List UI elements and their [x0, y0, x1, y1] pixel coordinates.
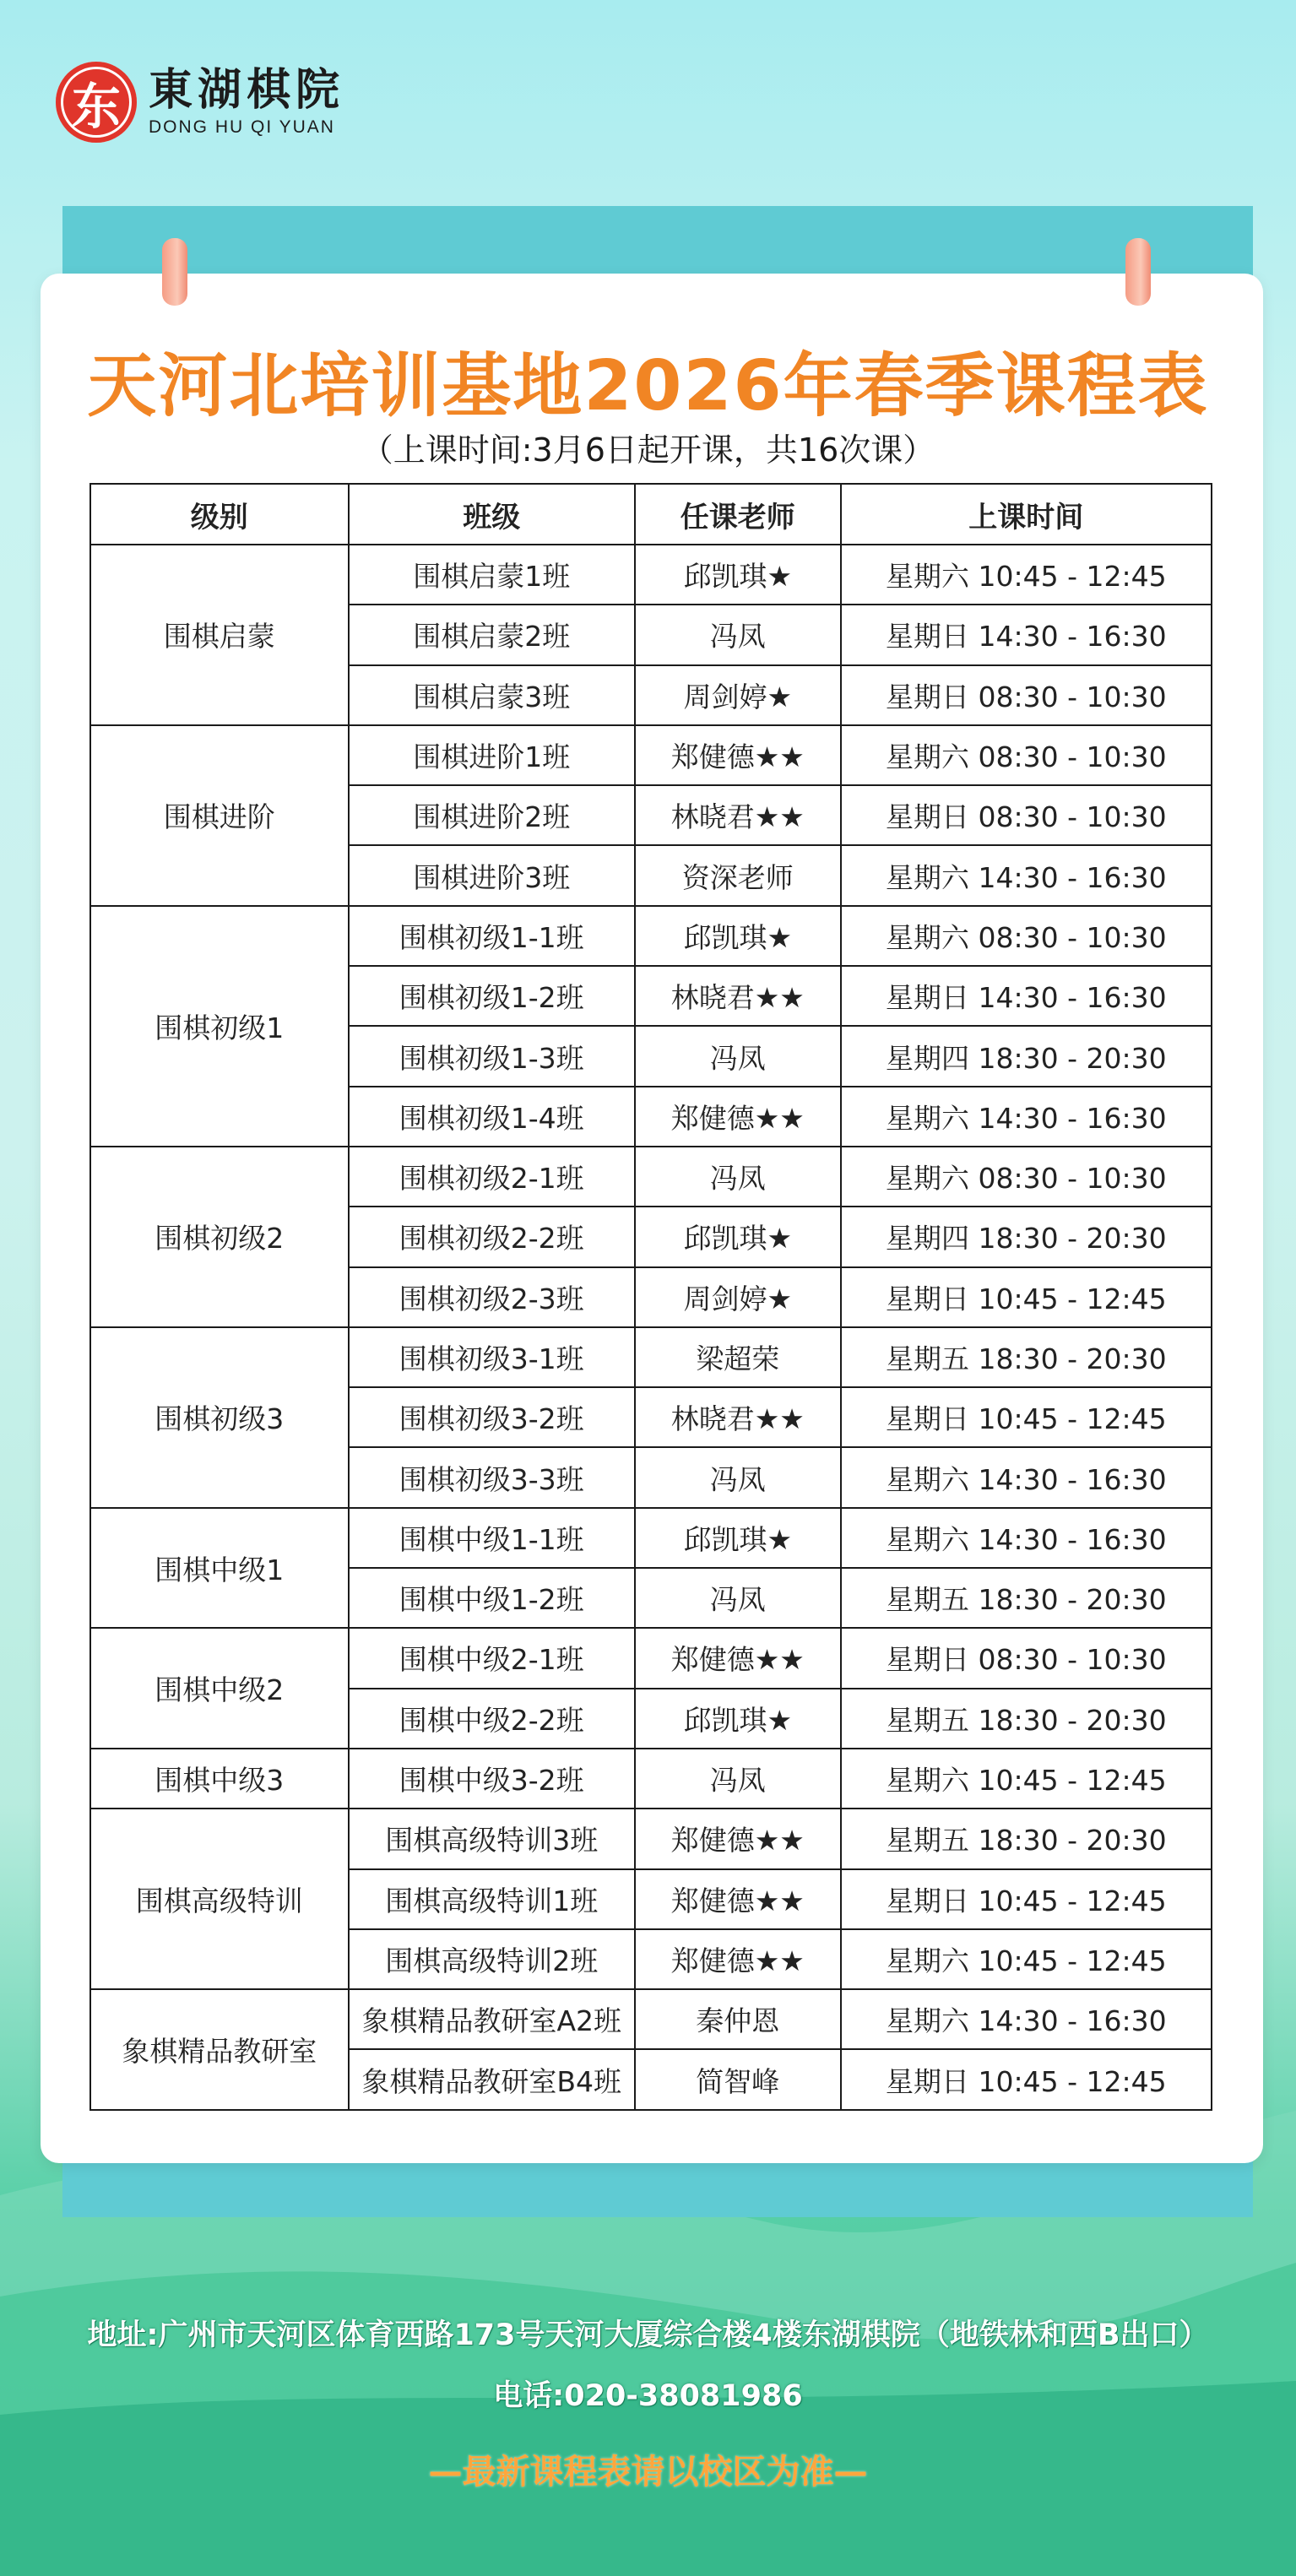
phone-text: 电话:020-38081986	[493, 2379, 803, 2413]
teacher-cell: 邱凯琪★	[635, 1508, 841, 1568]
table-row	[90, 1809, 1212, 1868]
class-cell: 围棋高级特训1班	[349, 1869, 635, 1929]
teacher-cell: 郑健德★★	[635, 1809, 841, 1868]
class-cell: 围棋启蒙2班	[349, 605, 635, 664]
time-cell: 星期六 14:30 - 16:30	[841, 1087, 1212, 1147]
time-cell: 星期六 14:30 - 16:30	[841, 1508, 1212, 1568]
class-cell: 围棋进阶3班	[349, 845, 635, 905]
table-row	[90, 1989, 1212, 2049]
level-cell: 围棋中级2	[90, 1628, 349, 1749]
page-subtitle: （上课时间:3月6日起开课，共16次课）	[361, 431, 935, 469]
level-cell: 围棋进阶	[90, 725, 349, 906]
class-cell: 围棋初级3-3班	[349, 1447, 635, 1507]
time-cell: 星期六 10:45 - 12:45	[841, 1929, 1212, 1989]
level-cell: 围棋高级特训	[90, 1809, 349, 1989]
teacher-cell: 邱凯琪★	[635, 1207, 841, 1266]
teacher-cell: 邱凯琪★	[635, 906, 841, 966]
class-cell: 围棋中级3-2班	[349, 1749, 635, 1809]
class-cell: 围棋初级3-2班	[349, 1387, 635, 1447]
teacher-cell: 冯凤	[635, 1749, 841, 1809]
right-pin-icon	[1125, 238, 1151, 306]
header-class: 班级	[349, 484, 635, 545]
time-cell: 星期六 10:45 - 12:45	[841, 1749, 1212, 1809]
level-cell: 象棋精品教研室	[90, 1989, 349, 2110]
class-cell: 围棋初级2-2班	[349, 1207, 635, 1266]
time-cell: 星期六 08:30 - 10:30	[841, 1147, 1212, 1207]
teacher-cell: 梁超荣	[635, 1327, 841, 1387]
teacher-cell: 邱凯琪★	[635, 1689, 841, 1749]
teacher-cell: 秦仲恩	[635, 1989, 841, 2049]
time-cell: 星期四 18:30 - 20:30	[841, 1026, 1212, 1086]
table-row	[90, 906, 1212, 966]
class-cell: 围棋初级1-2班	[349, 966, 635, 1026]
time-cell: 星期日 08:30 - 10:30	[841, 1628, 1212, 1688]
notice-text: —最新课程表请以校区为准—	[428, 2453, 868, 2492]
brand-name-en: DONG HU QI YUAN	[149, 117, 335, 137]
time-cell: 星期五 18:30 - 20:30	[841, 1568, 1212, 1628]
time-cell: 星期五 18:30 - 20:30	[841, 1809, 1212, 1868]
class-cell: 象棋精品教研室B4班	[349, 2049, 635, 2109]
class-cell: 围棋启蒙3班	[349, 665, 635, 725]
teacher-cell: 林晓君★★	[635, 785, 841, 845]
schedule-table	[89, 483, 1212, 2111]
time-cell: 星期日 10:45 - 12:45	[841, 1869, 1212, 1929]
time-cell: 星期日 10:45 - 12:45	[841, 2049, 1212, 2109]
table-header-row	[90, 484, 1212, 545]
class-cell: 围棋初级3-1班	[349, 1327, 635, 1387]
class-cell: 围棋中级2-2班	[349, 1689, 635, 1749]
teacher-cell: 周剑婷★	[635, 665, 841, 725]
brand-name-cn: 東湖棋院	[149, 64, 345, 116]
class-cell: 围棋初级1-4班	[349, 1087, 635, 1147]
time-cell: 星期六 08:30 - 10:30	[841, 906, 1212, 966]
time-cell: 星期日 14:30 - 16:30	[841, 605, 1212, 664]
class-cell: 围棋高级特训3班	[349, 1809, 635, 1868]
left-pin-icon	[162, 238, 187, 306]
class-cell: 围棋初级2-1班	[349, 1147, 635, 1207]
table-row	[90, 725, 1212, 785]
level-cell: 围棋启蒙	[90, 545, 349, 725]
class-cell: 围棋高级特训2班	[349, 1929, 635, 1989]
teacher-cell: 冯凤	[635, 1447, 841, 1507]
table-row	[90, 1147, 1212, 1207]
table-row	[90, 1327, 1212, 1387]
brand-text	[149, 65, 344, 139]
teacher-cell: 冯凤	[635, 605, 841, 664]
schedule-body	[90, 545, 1212, 2110]
time-cell: 星期六 10:45 - 12:45	[841, 545, 1212, 605]
class-cell: 围棋启蒙1班	[349, 545, 635, 605]
table-row	[90, 1749, 1212, 1809]
level-cell: 围棋中级1	[90, 1508, 349, 1629]
teacher-cell: 简智峰	[635, 2049, 841, 2109]
teacher-cell: 邱凯琪★	[635, 545, 841, 605]
level-cell: 围棋初级1	[90, 906, 349, 1147]
teacher-cell: 郑健德★★	[635, 1628, 841, 1688]
time-cell: 星期日 08:30 - 10:30	[841, 665, 1212, 725]
class-cell: 围棋进阶1班	[349, 725, 635, 785]
time-cell: 星期六 08:30 - 10:30	[841, 725, 1212, 785]
class-cell: 围棋进阶2班	[349, 785, 635, 845]
table-row	[90, 1508, 1212, 1568]
page-title: 天河北培训基地2026年春季课程表	[87, 346, 1209, 426]
address-text: 地址:广州市天河区体育西路173号天河大厦综合楼4楼东湖棋院（地铁林和西B出口）	[87, 2318, 1209, 2352]
time-cell: 星期日 14:30 - 16:30	[841, 966, 1212, 1026]
table-row	[90, 545, 1212, 605]
class-cell: 围棋中级1-2班	[349, 1568, 635, 1628]
level-cell: 围棋中级3	[90, 1749, 349, 1809]
teacher-cell: 郑健德★★	[635, 1087, 841, 1147]
level-cell: 围棋初级3	[90, 1327, 349, 1508]
time-cell: 星期日 10:45 - 12:45	[841, 1387, 1212, 1447]
teacher-cell: 郑健德★★	[635, 1869, 841, 1929]
class-cell: 围棋中级1-1班	[349, 1508, 635, 1568]
time-cell: 星期五 18:30 - 20:30	[841, 1689, 1212, 1749]
time-cell: 星期六 14:30 - 16:30	[841, 1989, 1212, 2049]
time-cell: 星期六 14:30 - 16:30	[841, 1447, 1212, 1507]
time-cell: 星期日 10:45 - 12:45	[841, 1267, 1212, 1327]
teacher-cell: 郑健德★★	[635, 725, 841, 785]
teacher-cell: 林晓君★★	[635, 1387, 841, 1447]
level-cell: 围棋初级2	[90, 1147, 349, 1327]
teacher-cell: 冯凤	[635, 1147, 841, 1207]
table-row	[90, 1628, 1212, 1688]
header-teacher: 任课老师	[635, 484, 841, 545]
teacher-cell: 林晓君★★	[635, 966, 841, 1026]
brand-mark-icon: 东	[56, 62, 137, 143]
time-cell: 星期六 14:30 - 16:30	[841, 845, 1212, 905]
time-cell: 星期四 18:30 - 20:30	[841, 1207, 1212, 1266]
class-cell: 围棋初级1-1班	[349, 906, 635, 966]
teacher-cell: 郑健德★★	[635, 1929, 841, 1989]
teacher-cell: 周剑婷★	[635, 1267, 841, 1327]
class-cell: 围棋初级2-3班	[349, 1267, 635, 1327]
class-cell: 象棋精品教研室A2班	[349, 1989, 635, 2049]
time-cell: 星期五 18:30 - 20:30	[841, 1327, 1212, 1387]
header-time: 上课时间	[841, 484, 1212, 545]
teacher-cell: 冯凤	[635, 1026, 841, 1086]
header-level: 级别	[90, 484, 349, 545]
brand-logo	[56, 56, 344, 149]
teacher-cell: 资深老师	[635, 845, 841, 905]
class-cell: 围棋初级1-3班	[349, 1026, 635, 1086]
class-cell: 围棋中级2-1班	[349, 1628, 635, 1688]
time-cell: 星期日 08:30 - 10:30	[841, 785, 1212, 845]
teacher-cell: 冯凤	[635, 1568, 841, 1628]
